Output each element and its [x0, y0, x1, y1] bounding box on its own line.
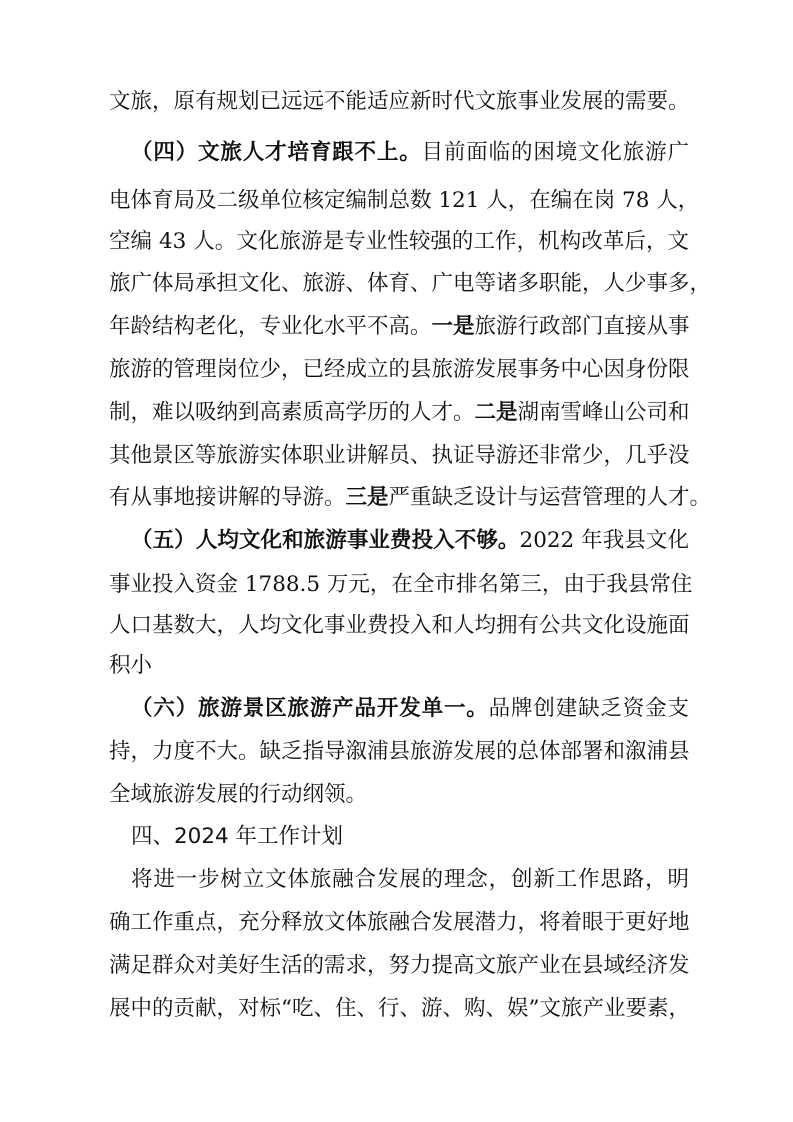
paragraph-line: 有从事地接讲解的导游。三是严重缺乏设计与运营管理的人才。 — [109, 485, 712, 510]
paragraph-line: 人口基数大，人均文化事业费投入和人均拥有公共文化设施面 — [109, 613, 690, 638]
section-five-heading-line: （五）人均文化和旅游事业费投入不够。2022 年我县文化 — [131, 528, 689, 553]
paragraph-line: 其他景区等旅游实体职业讲解员、执证导游还非常少，几乎没 — [109, 443, 690, 468]
section-six-heading-line: （六）旅游景区旅游产品开发单一。品牌创建缺乏资金支 — [131, 696, 689, 721]
section-six-heading: （六）旅游景区旅游产品开发单一。 — [131, 696, 489, 721]
section-heading-work-plan: 四、2024 年工作计划 — [131, 824, 344, 849]
paragraph-line: 旅游的管理岗位少，已经成立的县旅游发展事务中心因身份限 — [109, 357, 690, 382]
point-three-label: 三是 — [345, 485, 389, 510]
paragraph-line: 全域旅游发展的行动纲领。 — [109, 782, 368, 807]
paragraph-line: 年龄结构老化，专业化水平不高。一是旅游行政部门直接从事 — [109, 314, 690, 339]
paragraph-line: 制，难以吸纳到高素质高学历的人才。二是湖南雪峰山公司和 — [109, 400, 690, 425]
paragraph-line: 事业投入资金 1788.5 万元，在全市排名第三，由于我县常住 — [109, 572, 693, 597]
point-two-label: 二是 — [474, 400, 518, 425]
paragraph-line: 文旅，原有规划已远远不能适应新时代文旅事业发展的需要。 — [109, 89, 690, 114]
paragraph-line: 积小 — [109, 653, 153, 678]
paragraph-line: 满足群众对美好生活的需求，努力提高文旅产业在县域经济发 — [109, 953, 690, 978]
paragraph-line: 确工作重点，充分释放文体旅融合发展潜力，将着眼于更好地 — [109, 910, 690, 935]
paragraph-line: 持，力度不大。缺乏指导溆浦县旅游发展的总体部署和溆浦县 — [109, 739, 690, 764]
paragraph-line: 空编 43 人。文化旅游是专业性较强的工作，机构改革后，文 — [109, 229, 689, 254]
paragraph-line: 将进一步树立文体旅融合发展的理念，创新工作思路，明 — [131, 867, 689, 892]
paragraph-line: 旅广体局承担文化、旅游、体育、广电等诸多职能，人少事多， — [109, 271, 712, 296]
point-one-label: 一是 — [431, 314, 475, 339]
paragraph-line: 电体育局及二级单位核定编制总数 121 人，在编在岗 78 人， — [109, 188, 700, 213]
section-four-heading: （四）文旅人才培育跟不上。 — [131, 140, 422, 165]
section-five-heading: （五）人均文化和旅游事业费投入不够。 — [131, 528, 520, 553]
section-four-heading-line: （四）文旅人才培育跟不上。目前面临的困境文化旅游广 — [131, 140, 689, 165]
paragraph-line: 展中的贡献，对标“吃、住、行、游、购、娱”文旅产业要素， — [109, 996, 690, 1021]
